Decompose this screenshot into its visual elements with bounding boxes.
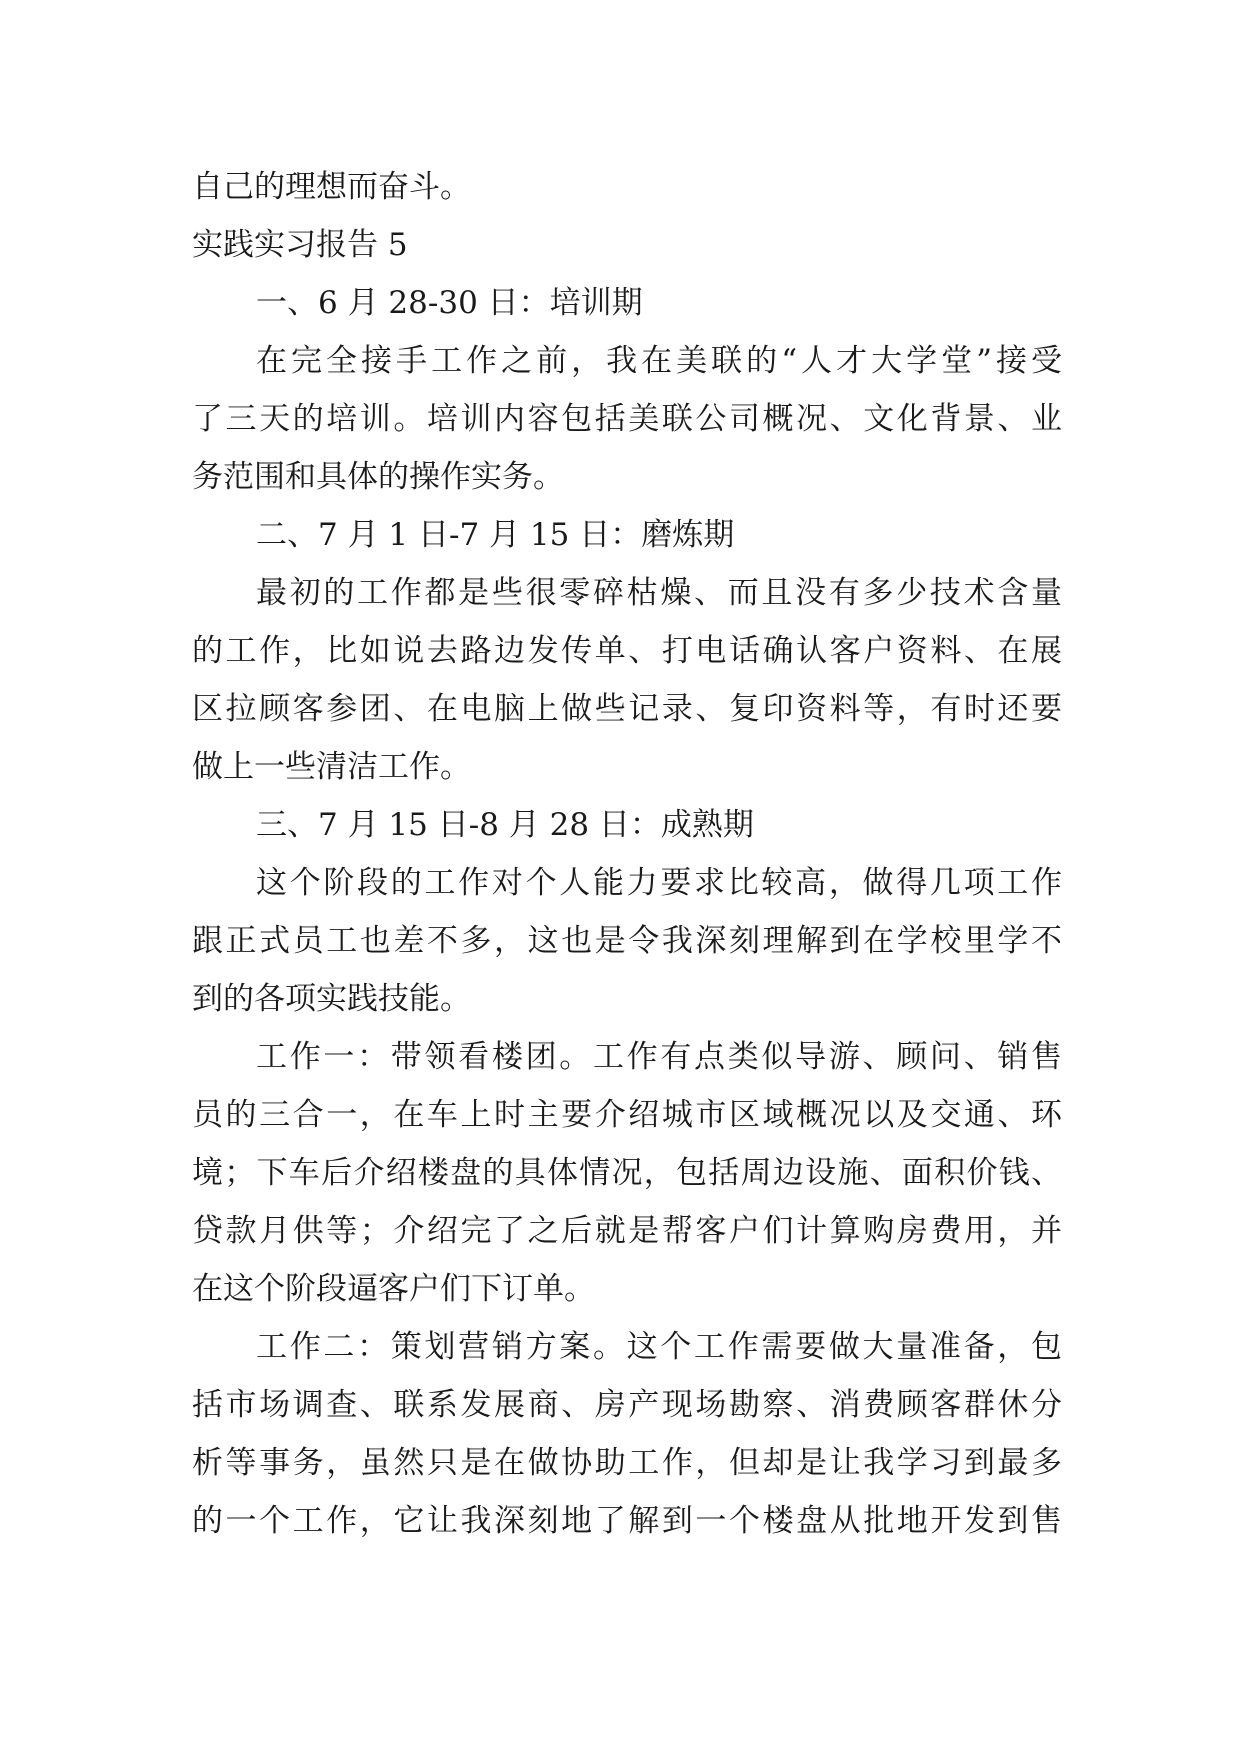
- text-line: 括市场调查、联系发展商、房产现场勘察、消费顾客群休分: [192, 1387, 1062, 1423]
- text-line: 最初的工作都是些很零碎枯燥、而且没有多少技术含量: [256, 575, 1062, 611]
- text-line: 务范围和具体的操作实务。: [192, 459, 564, 495]
- text-line: 自己的理想而奋斗。: [192, 169, 471, 205]
- text-line: 在完全接手工作之前，我在美联的“人才大学堂”接受: [256, 343, 1062, 379]
- text-line: 一、6 月 28-30 日：培训期: [256, 285, 643, 321]
- text-line: 了三天的培训。培训内容包括美联公司概况、文化背景、业: [192, 401, 1062, 437]
- text-line: 这个阶段的工作对个人能力要求比较高，做得几项工作: [256, 865, 1062, 901]
- text-line: 工作一：带领看楼团。工作有点类似导游、顾问、销售: [256, 1039, 1062, 1075]
- text-line: 三、7 月 15 日-8 月 28 日：成熟期: [256, 807, 754, 843]
- text-line: 二、7 月 1 日-7 月 15 日：磨炼期: [256, 517, 735, 553]
- text-line: 实践实习报告 5: [192, 227, 408, 263]
- document-body: [192, 158, 1062, 1550]
- text-line: 跟正式员工也差不多，这也是令我深刻理解到在学校里学不: [192, 923, 1062, 959]
- text-line: 工作二：策划营销方案。这个工作需要做大量准备，包: [256, 1329, 1062, 1365]
- text-line: 区拉顾客参团、在电脑上做些记录、复印资料等，有时还要: [192, 691, 1062, 727]
- text-line: 析等事务，虽然只是在做协助工作，但却是让我学习到最多: [192, 1445, 1062, 1481]
- text-line: 到的各项实践技能。: [192, 981, 471, 1017]
- text-line: 境；下车后介绍楼盘的具体情况，包括周边设施、面积价钱、: [192, 1155, 1062, 1191]
- text-line: 员的三合一，在车上时主要介绍城市区域概况以及交通、环: [192, 1097, 1062, 1133]
- text-line: 贷款月供等；介绍完了之后就是帮客户们计算购房费用，并: [192, 1213, 1062, 1249]
- text-line: 在这个阶段逼客户们下订单。: [192, 1271, 595, 1307]
- text-line: 做上一些清洁工作。: [192, 749, 471, 785]
- text-line: 的工作，比如说去路边发传单、打电话确认客户资料、在展: [192, 633, 1062, 669]
- text-line: 的一个工作，它让我深刻地了解到一个楼盘从批地开发到售: [192, 1503, 1062, 1539]
